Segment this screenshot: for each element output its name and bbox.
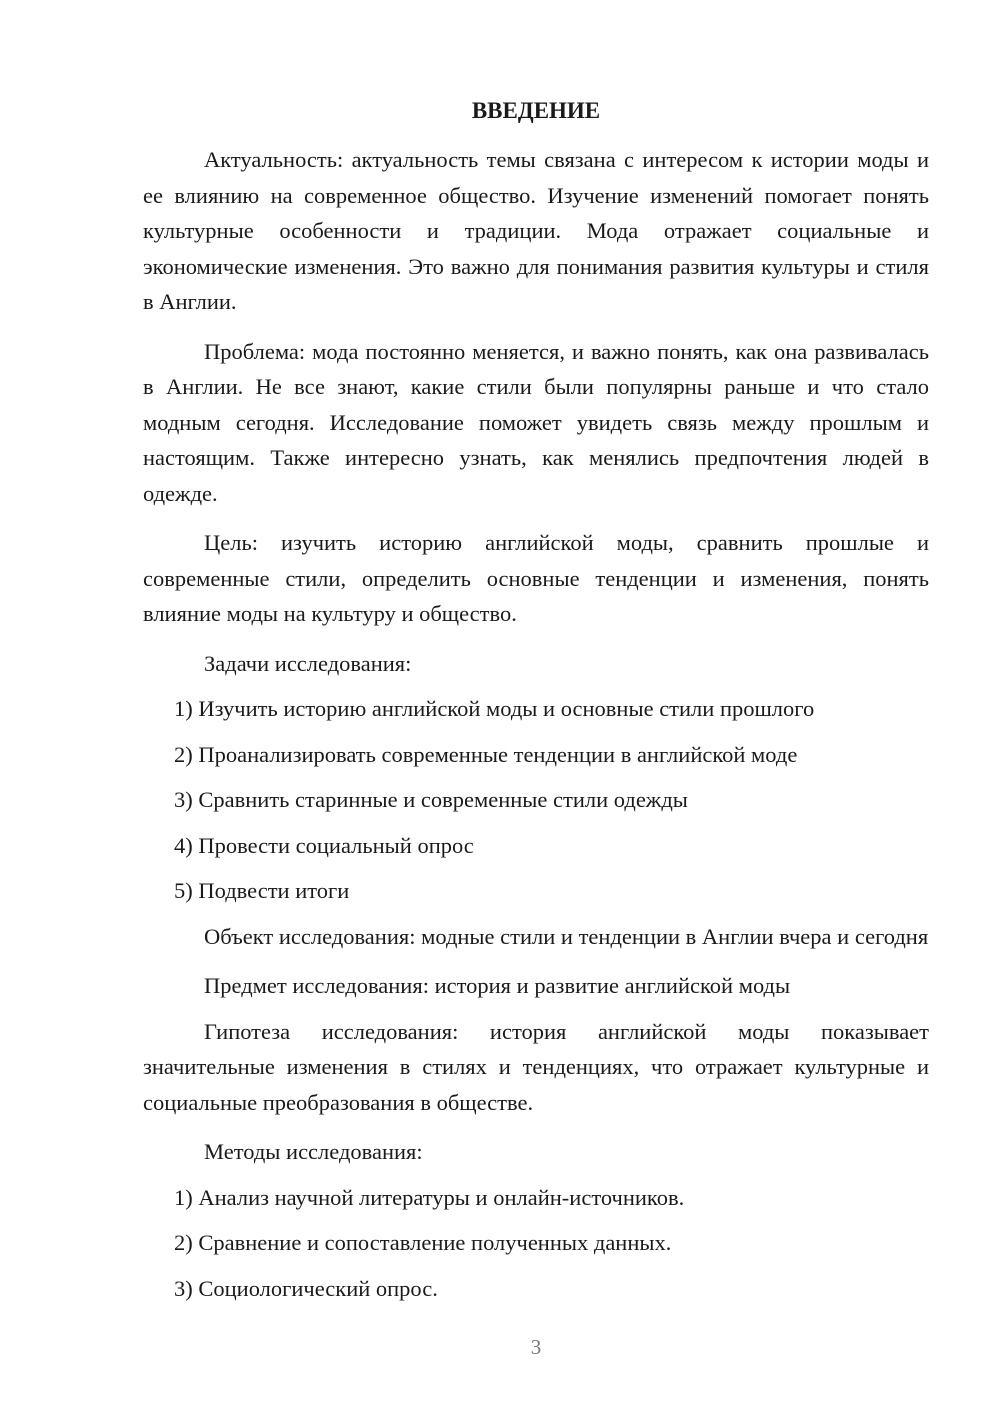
list-item: 4) Провести социальный опрос [174,832,474,858]
relevance-paragraph: Актуальность: актуальность темы связана с интересом к истории моды и ее влиянию на современное общество. Изучение изменений помогает понять культурные особенности и традиции. Мода отражает социальные и экономические изменения. Это важно для понимания развития культуры и стиля в Англии. [143,147,929,314]
problem-paragraph: Проблема: мода постоянно меняется, и важно понять, как она развивалась в Англии. Не все знают, какие стили были популярны раньше и что стало модным сегодня. Исследование поможет увидеть связь между прошлым и настоящим. Также интересно узнать, как менялись предпочтения людей в одежде. [143,338,929,506]
section-title: ВВЕДЕНИЕ [471,98,601,123]
subject-paragraph: Предмет исследования: история и развитие английской моды [204,973,791,998]
list-item: 2) Сравнение и сопоставление полученных данных. [174,1230,672,1255]
page-number: 3 [530,1335,542,1359]
list-item: 1) Анализ научной литературы и онлайн-источников. [174,1184,685,1210]
list-item: 1) Изучить историю английской моды и основные стили прошлого [174,696,815,721]
list-item: 3) Сравнить старинные и современные стили одежды [174,787,688,812]
tasks-list [143,691,929,909]
hypothesis-paragraph: Гипотеза исследования: история английской моды показывает значительные изменения в стилях и тенденциях, что отражает культурные и социальные преобразования в обществе. [143,1018,929,1115]
methods-heading: Методы исследования: [204,1139,423,1164]
goal-paragraph: Цель: изучить историю английской моды, сравнить прошлые и современные стили, определить основные тенденции и изменения, понять влияние моды на культуру и общество. [143,530,929,626]
methods-list [143,1180,929,1307]
tasks-heading: Задачи исследования: [204,650,412,676]
page-body [143,142,929,1316]
list-item: 5) Подвести итоги [174,878,350,903]
object-paragraph: Объект исследования: модные стили и тенденции в Англии вчера и сегодня [204,923,929,949]
list-item: 2) Проанализировать современные тенденции в английской моде [174,741,798,767]
list-item: 3) Социологический опрос. [174,1275,438,1301]
